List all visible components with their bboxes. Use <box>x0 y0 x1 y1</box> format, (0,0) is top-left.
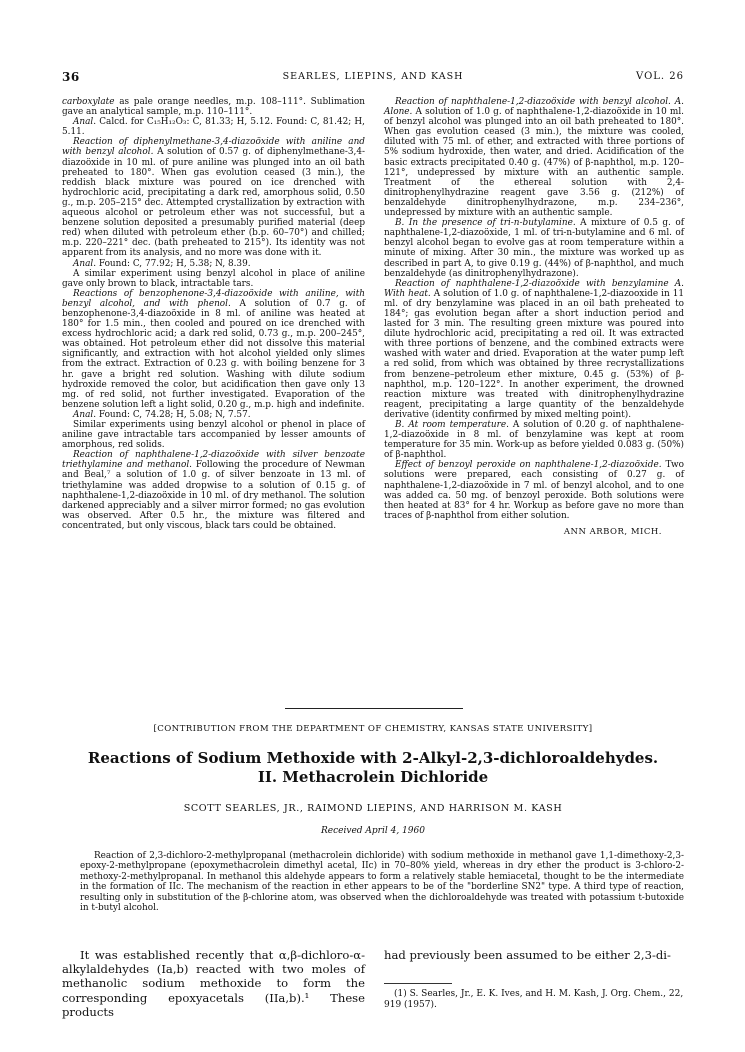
right-column-text <box>384 97 684 537</box>
paragraph-heading: Reaction of naphthalene-1,2-diazoöxide with benzyl alcohol. A. Alone. <box>384 97 684 118</box>
left-column-text <box>62 97 365 531</box>
paragraph <box>384 279 684 420</box>
paragraph-heading: Anal. <box>73 117 97 128</box>
article-body-right <box>384 948 684 962</box>
signoff-location: ANN ARBOR, MICH. <box>563 526 662 537</box>
running-head-authors: SEARLES, LIEPINS, AND KASH <box>282 71 464 82</box>
paragraph <box>62 269 365 289</box>
paragraph-body: A similar experiment using benzyl alcohol in place of aniline gave only brown to black, intractable tars. <box>62 268 365 289</box>
paragraph <box>62 97 365 117</box>
intro-continuation: had previously been assumed to be either 2,3-di- <box>384 948 671 962</box>
paragraph-heading: Anal. <box>73 409 97 420</box>
paragraph-body: A solution of 1.0 g. of naphthalene-1,2-diazoöxide in 10 ml. of benzyl alcohol was plunged into an oil bath preheated to 180°. When gas evolution ceased (3 min.), the mixture was cooled, diluted with 75 ml. of ether, and extracted with three portions of 5% sodium hydroxide, then water, and dried. Acidification of the basic extracts precipitated 0.40 g. (47%) of β-naphthol, m.p. 120–121°, undepressed by mixture with an authentic sample. Treatment of the ethereal solution with 2,4-dinitrophenylhydrazine reagent gave 3.56 g. (212%) of benzaldehyde dinitrophenylhydrazone, m.p. 234–236°, undepressed by mixture with an authentic sample. <box>384 107 684 219</box>
paragraph-body: A solution of 0.7 g. of benzophenone-3,4-diazoöxide in 8 ml. of aniline was heated at 180° for 1.5 min., then cooled and poured on ice drenched with excess hydrochloric acid; a dark red solid, 0.73 g., m.p. 200–245°, was obtained. Hot petroleum ether did not dissolve this material significantly, and extraction with hot alcohol yielded only slimes from the extract. Extraction of 0.23 g. with boiling benzene for 3 hr. gave a bright red solution. Washing with dilute sodium hydroxide removed the color, but acidification then gave only 13 mg. of red solid, not further investigated. Evaporation of the benzene solution left a light solid, 0.20 g., m.p. high and indefinite. <box>62 298 366 410</box>
paragraph-body: Two solutions were prepared, each consisting of 0.27 g. of naphthalene-1,2-diazoöxide in 7 ml. of benzyl alcohol, and to one was added ca. 50 mg. of benzoyl peroxide. Both solutions were then heated at 83° for 4 hr. Workup as before gave no more than traces of β-naphthol from either solution. <box>384 460 684 521</box>
paragraph-body: Calcd. for C₁₅H₁₂O₃: C, 81.33; H, 5.12. Found: C, 81.42; H, 5.11. <box>62 117 365 138</box>
paragraph-body: A solution of 0.20 g. of naphthalene-1,2-diazoöxide in 8 ml. of benzylamine was kept at room temperature for 35 min. Work-up as before yielded 0.083 g. (50%) of β-naphthol. <box>384 420 684 461</box>
footnote: (1) S. Searles, Jr., E. K. Ives, and H. M. Kash, J. Org. Chem., 22, 919 (1957). <box>384 989 684 1011</box>
paragraph-heading: Reactions of benzophenone-3,4-diazoöxide with aniline, with benzyl alcohol, and with phenol. <box>62 288 365 309</box>
paragraph <box>62 450 365 531</box>
paragraph-heading: Anal. <box>73 258 97 269</box>
paragraph <box>384 460 684 521</box>
paragraph-heading: Reaction of naphthalene-1,2-diazoöxide with benzylamine A. With heat. <box>384 278 684 299</box>
abstract <box>80 851 684 913</box>
paragraph-body: as pale orange needles, m.p. 108–111°. Sublimation gave an analytical sample, m.p. 110–111°. <box>62 97 365 118</box>
paragraph-heading: Reaction of naphthalene-1,2-diazoöxide with silver benzoate triethylamine and methanol. <box>62 450 365 471</box>
article-body-left <box>62 948 365 1019</box>
volume-label: VOL. 26 <box>636 71 684 82</box>
intro-paragraph: It was established recently that α,β-dichloro-α-alkylaldehydes (Ia,b) reacted with two moles of methanolic sodium methoxide to form the corresponding epoxyacetals (IIa,b).¹ These products <box>62 948 365 1019</box>
paragraph-heading: Effect of benzoyl peroxide on naphthalene-1,2-diazoöxide. <box>395 460 662 471</box>
paragraph-heading: Reaction of diphenylmethane-3,4-diazoöxide with aniline and with benzyl alcohol. <box>62 137 365 158</box>
footnote-rule <box>384 983 452 984</box>
paragraph-heading: carboxylate <box>62 97 115 107</box>
paragraph-heading: B. In the presence of tri-n-butylamine. <box>395 218 576 229</box>
paragraph-body: A solution of 1.0 g. of naphthalene-1,2-diazooxide in 11 ml. of dry benzylamine was placed in an oil bath preheated to 184°; gas evolution began after a short induction period and lasted for 3 min. The resulting green mixture was poured into dilute hydrochloric acid, precipitating a red oil. It was extracted with three portions of benzene, and the combined extracts were washed with water and dried. Evaporation at the water pump left a red solid, from which was obtained by three recrystallizations from benzene–petroleum ether mixture, 0.45 g. (53%) of β-naphthol, m.p. 120–122°. In another experiment, the drowned reaction mixture was treated with dinitrophenylhydrazine reagent, precipitating a large quantity of the benzaldehyde derivative (identity confirmed by mixed melting point). <box>384 288 684 420</box>
paragraph-body: Found: C, 77.92; H, 5.38; N, 8.39. <box>96 258 251 269</box>
paragraph <box>384 97 684 218</box>
received-date: Received April 4, 1960 <box>321 826 425 836</box>
contribution-line: [CONTRIBUTION FROM THE DEPARTMENT OF CHEMISTRY, KANSAS STATE UNIVERSITY] <box>153 724 593 734</box>
section-divider <box>285 708 463 709</box>
paragraph-body: Following the procedure of Newman and Beal,⁷ a solution of 1.0 g. of silver benzoate in 13 ml. of triethylamine was added dropwise to a solution of 0.15 g. of naphthalene-1,2-diazoöxide in 10 ml. of dry methanol. The solution darkened appreciably and a silver mirror formed; no gas evolution was observed. After 0.5 hr., the mixture was filtered and concentrated, but only viscous, black tars could be obtained. <box>62 460 365 531</box>
paragraph <box>62 117 365 137</box>
paragraph-heading: B. At room temperature. <box>395 420 509 430</box>
paragraph <box>62 137 365 258</box>
article-authors: SCOTT SEARLES, JR., RAIMOND LIEPINS, AND HARRISON M. KASH <box>183 803 563 814</box>
paragraph-body: Similar experiments using benzyl alcohol or phenol in place of aniline gave intractable tars accompanied by lesser amounts of amorphous, red solids. <box>62 420 365 451</box>
article-title <box>62 749 684 787</box>
abstract-text: Reaction of 2,3-dichloro-2-methylpropanal (methacrolein dichloride) with sodium methoxide in methanol gave 1,1-dimethoxy-2,3-epoxy-2-methylpropane (epoxymethacrolein dimethyl acetal, IIc) in 70–80% yield, whereas in dry ether the product is 3-chloro-2-methoxy-2-methylpropanal. In methanol this aldehyde appears to form a relatively stable hemiacetal, thought to be the intermediate in the formation of IIc. The mechanism of the reaction in ether appears to be of the "borderline SN2" type. A third type of reaction, resulting only in substitution of the β-chlorine atom, was observed when the dichloroaldehyde was treated with potassium t-butoxide in t-butyl alcohol. <box>80 851 684 914</box>
paragraph-body: A solution of 0.57 g. of diphenylmethane-3,4-diazoöxide in 10 ml. of pure aniline was plunged into an oil bath preheated to 180°. When gas evolution ceased (3 min.), the reddish black mixture was poured on ice drenched with hydrochloric acid, precipitating a dark red, amorphous solid, 0.50 g., m.p. 205–215° dec. Attempted crystallization by extraction with aqueous alcohol or petroleum ether was not successful, but a benzene solution deposited a presumably purified material (deep red) when diluted with petroleum ether (b.p. 60–70°) and chilled; m.p. 220–221° dec. (bath preheated to 215°). Its identity was not apparent from its analysis, and no more was done with it. <box>62 147 365 259</box>
paragraph-body: A mixture of 0.5 g. of naphthalene-1,2-diazoöxide, 1 ml. of tri-n-butylamine and 6 ml. of benzyl alcohol began to evolve gas at room temperature within a minute of mixing. After 30 min., the mixture was worked up as described in part A, to give 0.19 g. (44%) of β-naphthol, and much benzaldehyde (as dinitrophenylhydrazone). <box>384 218 684 279</box>
paragraph <box>62 259 365 269</box>
running-header <box>62 70 684 84</box>
paragraph <box>62 420 365 450</box>
paragraph <box>62 289 365 410</box>
paragraph <box>384 218 684 279</box>
title-line-1: Reactions of Sodium Methoxide with 2-Alkyl-2,3-dichloroaldehydes. <box>87 749 659 767</box>
title-line-2: II. Methacrolein Dichloride <box>257 768 489 786</box>
paragraph <box>384 420 684 460</box>
page-number: 36 <box>62 70 80 84</box>
paragraph <box>62 410 365 420</box>
paragraph-body: Found: C, 74.28; H, 5.08; N, 7.57. <box>96 409 251 420</box>
